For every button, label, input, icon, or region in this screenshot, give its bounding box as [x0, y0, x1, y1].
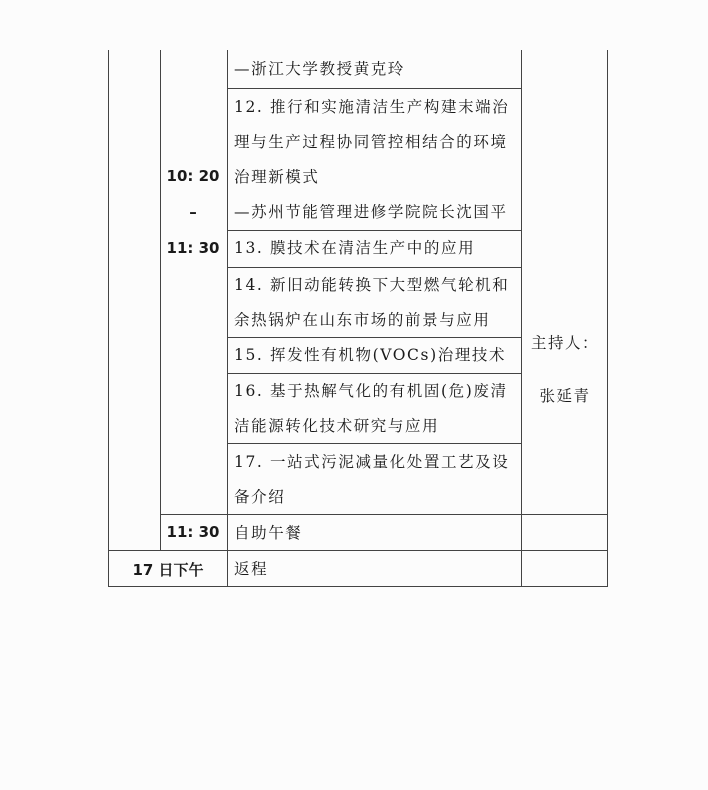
agenda-item-17-line1: 17. 一站式污泥减量化处置工艺及设 [234, 453, 510, 471]
host-name: 张延青 [539, 387, 591, 405]
table-divider-time [227, 50, 228, 587]
table-border-right [607, 50, 608, 587]
time-start: 10: 20 [166, 167, 220, 185]
table-divider-content [521, 50, 522, 587]
lunch-text: 自助午餐 [234, 524, 303, 542]
return-day: 17 日下午 [132, 561, 204, 579]
agenda-item-16-line1: 16. 基于热解气化的有机固(危)废清 [234, 382, 508, 400]
table-divider-day [160, 50, 161, 550]
agenda-item-14-line1: 14. 新旧动能转换下大型燃气轮机和 [234, 276, 510, 294]
agenda-item-17-line2: 备介绍 [234, 488, 286, 506]
agenda-item-12-line3: 治理新模式 [234, 168, 320, 186]
agenda-item-speaker: —浙江大学教授黄克玲 [234, 60, 406, 78]
host-label: 主持人： [530, 334, 599, 352]
agenda-item-13: 13. 膜技术在清洁生产中的应用 [234, 239, 476, 257]
agenda-item-12-speaker: —苏州节能管理进修学院院长沈国平 [234, 203, 508, 221]
time-end: 11: 30 [166, 239, 220, 257]
agenda-item-12-line1: 12. 推行和实施清洁生产构建末端治 [234, 98, 510, 116]
agenda-item-12-line2: 理与生产过程协同管控相结合的环境 [234, 133, 508, 151]
agenda-item-14-line2: 余热锅炉在山东市场的前景与应用 [234, 311, 491, 329]
agenda-item-16-line2: 洁能源转化技术研究与应用 [234, 417, 440, 435]
table-row-divider [108, 550, 608, 551]
table-row-divider [160, 514, 608, 515]
table-border-left [108, 50, 109, 587]
table-border-bottom [108, 586, 608, 587]
lunch-time: 11: 30 [166, 523, 220, 541]
agenda-item-15: 15. 挥发性有机物(VOCs)治理技术 [234, 346, 507, 364]
time-dash: – [189, 203, 197, 221]
return-text: 返程 [234, 560, 269, 578]
